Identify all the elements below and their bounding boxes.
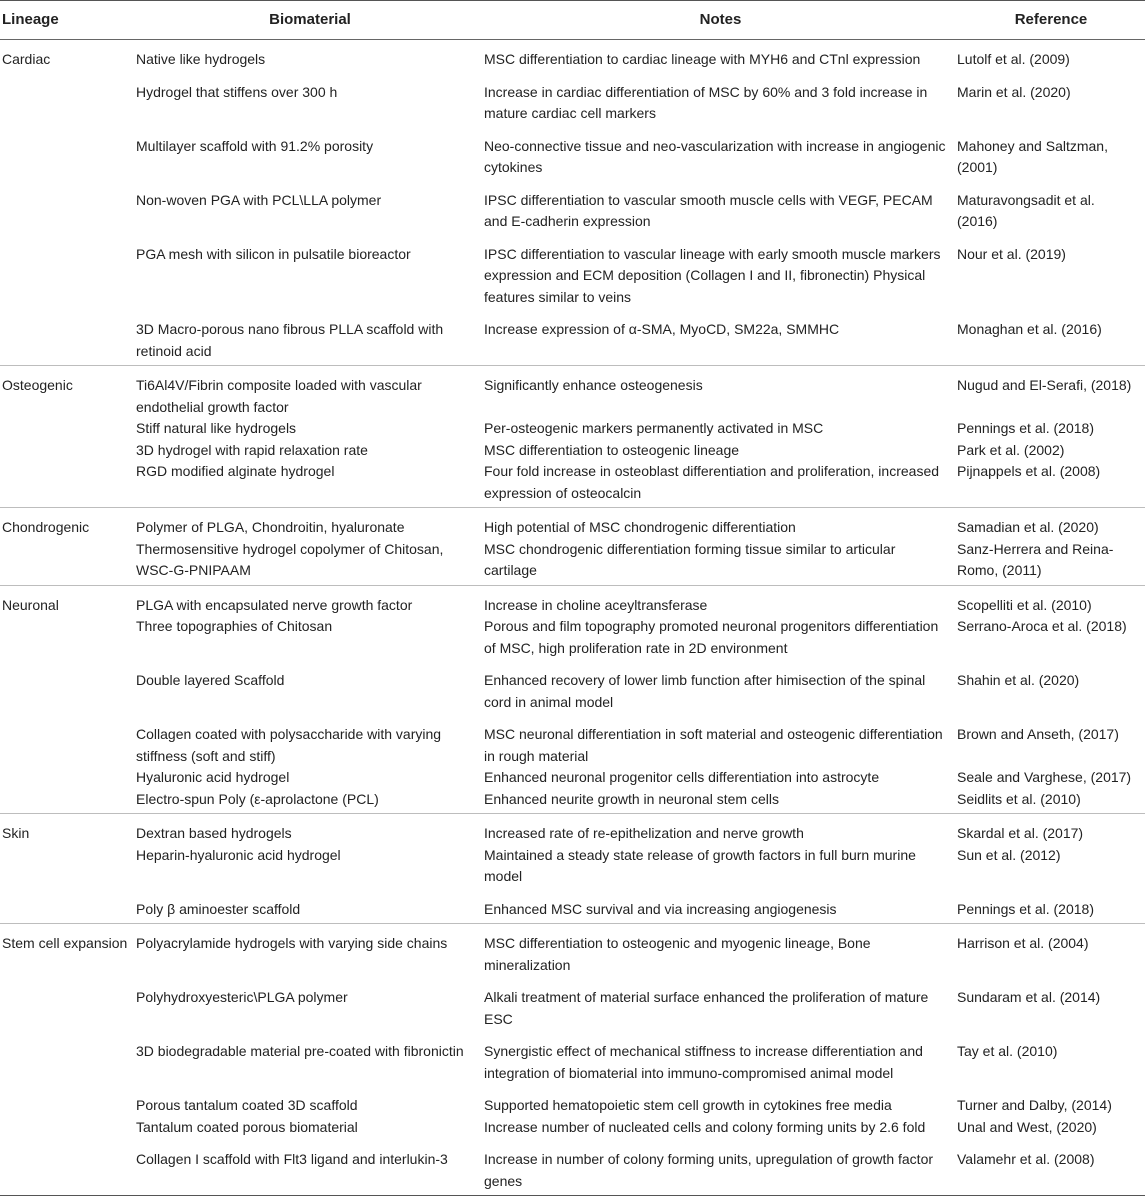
lineage-cell [0, 789, 136, 814]
lineage-cell: Neuronal [0, 585, 136, 616]
lineage-cell [0, 125, 136, 179]
biomaterial-cell: Hydrogel that stiffens over 300 h [136, 83, 338, 100]
table-row [0, 814, 1145, 845]
reference-cell: Lutolf et al. (2009) [957, 51, 1070, 67]
biomaterial-cell: RGD modified alginate hydrogel [136, 463, 335, 479]
notes-cell: Increase in cardiac differentiation of MSC by 60% and 3 fold increase in mature cardiac cell markers [484, 83, 928, 121]
notes-cell: Increase expression of α-SMA, MyoCD, SM22a, SMMHC [484, 321, 840, 337]
biomaterial-cell: Three topographies of Chitosan [136, 618, 333, 634]
reference-cell: Sun et al. (2012) [957, 846, 1061, 863]
notes-cell: MSC neuronal differentiation in soft material and osteogenic differentiation in rough material [484, 726, 943, 764]
table-row [0, 585, 1145, 616]
reference-cell: Seidlits et al. (2010) [957, 790, 1081, 807]
table-row [0, 713, 1145, 767]
biomaterial-cell: Polyacrylamide hydrogels with varying side chains [136, 924, 484, 977]
lineage-cell [0, 233, 136, 309]
reference-cell: Nour et al. (2019) [957, 245, 1066, 262]
lineage-cell [0, 616, 136, 659]
table-row [0, 1084, 1145, 1117]
lineage-cell: Cardiac [2, 51, 51, 67]
reference-cell: Valamehr et al. (2008) [957, 1138, 1145, 1196]
table-row [0, 767, 1145, 789]
table-body [0, 40, 1145, 1196]
table-header-row [0, 1, 1145, 40]
biomaterial-cell: Collagen I scaffold with Flt3 ligand and interlukin-3 [136, 1138, 484, 1196]
notes-cell: IPSC differentiation to vascular lineage with early smooth muscle markers expression and ECM deposition (Collagen I and II, fibronectin) Physical features similar to veins [484, 245, 941, 305]
table-row [0, 40, 1145, 71]
table-row [0, 179, 1145, 233]
lineage-cell [0, 461, 136, 508]
table-row [0, 789, 1145, 814]
reference-cell: Marin et al. (2020) [957, 83, 1071, 100]
biomaterial-cell: 3D Macro-porous nano fibrous PLLA scaffold with retinoid acid [136, 321, 444, 359]
table-row [0, 461, 1145, 508]
biomaterial-cell: Electro-spun Poly (ε-aprolactone (PCL) [136, 790, 379, 807]
notes-cell: Increased rate of re-epithelization and nerve growth [484, 814, 957, 845]
table-row [0, 659, 1145, 713]
lineage-cell [0, 888, 136, 924]
biomaterial-cell: Tantalum coated porous biomaterial [136, 1118, 358, 1135]
biomaterial-cell: Dextran based hydrogels [136, 814, 484, 845]
reference-cell: Sundaram et al. (2014) [957, 989, 1101, 1005]
biomaterial-cell: Poly β aminoester scaffold [136, 900, 301, 917]
table-row [0, 233, 1145, 309]
notes-cell: Significantly enhance osteogenesis [484, 366, 957, 419]
table-row [0, 845, 1145, 888]
table-row [0, 508, 1145, 539]
reference-cell: Mahoney and Saltzman, (2001) [957, 137, 1108, 175]
lineage-cell [0, 845, 136, 888]
notes-cell: Enhanced MSC survival and via increasing angiogenesis [484, 900, 837, 917]
notes-cell: High potential of MSC chondrogenic differentiation [484, 508, 957, 539]
biomaterial-cell: Ti6Al4V/Fibrin composite loaded with vascular endothelial growth factor [136, 366, 484, 419]
notes-cell: Per-osteogenic markers permanently activated in MSC [484, 420, 824, 436]
table-row [0, 418, 1145, 440]
notes-cell: Increase number of nucleated cells and colony forming units by 2.6 fold [484, 1118, 926, 1135]
notes-cell: Alkali treatment of material surface enhanced the proliferation of mature ESC [484, 989, 929, 1027]
lineage-cell [0, 659, 136, 713]
lineage-cell [0, 539, 136, 586]
notes-cell: Four fold increase in osteoblast differentiation and proliferation, increased expression of osteocalcin [484, 463, 940, 501]
biomaterial-cell: Hyaluronic acid hydrogel [136, 769, 290, 785]
table-row [0, 71, 1145, 125]
table-row [0, 440, 1145, 462]
table-row [0, 125, 1145, 179]
reference-cell: Brown and Anseth, (2017) [957, 726, 1119, 742]
lineage-cell [0, 1138, 136, 1196]
biomaterial-cell: Double layered Scaffold [136, 672, 285, 688]
header-reference: Reference [957, 1, 1145, 40]
reference-cell: Park et al. (2002) [957, 441, 1065, 458]
biomaterial-cell: 3D hydrogel with rapid relaxation rate [136, 441, 368, 458]
reference-cell: Sanz-Herrera and Reina-Romo, (2011) [957, 540, 1114, 578]
biomaterial-cell: PLGA with encapsulated nerve growth factor [136, 585, 484, 616]
biomaterial-cell: Polyhydroxyesteric\PLGA polymer [136, 989, 348, 1005]
table-row [0, 976, 1145, 1030]
reference-cell: Turner and Dalby, (2014) [957, 1097, 1112, 1113]
reference-cell: Serrano-Aroca et al. (2018) [957, 618, 1127, 634]
notes-cell: Maintained a steady state release of growth factors in full burn murine model [484, 846, 916, 884]
biomaterial-cell: PGA mesh with silicon in pulsatile bioreactor [136, 245, 411, 262]
reference-cell: Unal and West, (2020) [957, 1118, 1097, 1135]
notes-cell: Enhanced neurite growth in neuronal stem cells [484, 790, 779, 807]
notes-cell: Porous and film topography promoted neuronal progenitors differentiation of MSC, high proliferation rate in 2D environment [484, 618, 939, 656]
reference-cell: Harrison et al. (2004) [957, 924, 1145, 977]
table-row [0, 366, 1145, 419]
header-lineage: Lineage [0, 1, 136, 40]
biomaterial-cell: 3D biodegradable material pre-coated with fibronictin [136, 1043, 464, 1059]
notes-cell: Enhanced neuronal progenitor cells differentiation into astrocyte [484, 769, 880, 785]
notes-cell: Neo-connective tissue and neo-vascularization with increase in angiogenic cytokines [484, 137, 946, 175]
lineage-cell [0, 767, 136, 789]
reference-cell: Seale and Varghese, (2017) [957, 769, 1132, 785]
lineage-cell: Chondrogenic [0, 508, 136, 539]
reference-cell: Pijnappels et al. (2008) [957, 463, 1101, 479]
notes-cell: Enhanced recovery of lower limb function after himisection of the spinal cord in animal model [484, 672, 926, 710]
biomaterial-cell: Polymer of PLGA, Chondroitin, hyaluronate [136, 508, 484, 539]
table-row [0, 888, 1145, 924]
reference-cell: Maturavongsadit et al. (2016) [957, 191, 1095, 229]
table-row [0, 1138, 1145, 1196]
reference-cell: Shahin et al. (2020) [957, 672, 1080, 688]
biomaterial-cell: Non-woven PGA with PCL\LLA polymer [136, 191, 382, 208]
biomaterial-cell: Thermosensitive hydrogel copolymer of Chitosan, WSC-G-PNIPAAM [136, 540, 444, 578]
lineage-cell: Osteogenic [0, 366, 136, 419]
lineage-cell: Skin [0, 814, 136, 845]
notes-cell: Synergistic effect of mechanical stiffness to increase differentiation and integration of biomaterial into immuno-compromised animal model [484, 1043, 923, 1081]
biomaterial-cell: Multilayer scaffold with 91.2% porosity [136, 137, 374, 154]
reference-cell: Nugud and El-Serafi, (2018) [957, 366, 1145, 419]
lineage-cell [0, 308, 136, 366]
reference-cell: Pennings et al. (2018) [957, 900, 1094, 917]
notes-cell: Increase in number of colony forming units, upregulation of growth factor genes [484, 1138, 957, 1196]
table-row [0, 924, 1145, 977]
lineage-cell: Stem cell expansion [0, 924, 136, 977]
reference-cell: Monaghan et al. (2016) [957, 321, 1102, 337]
table-row [0, 616, 1145, 659]
notes-cell: Supported hematopoietic stem cell growth in cytokines free media [484, 1097, 892, 1113]
biomaterial-cell: Native like hydrogels [136, 51, 266, 67]
biomaterial-cell: Heparin-hyaluronic acid hydrogel [136, 846, 341, 863]
lineage-cell [0, 418, 136, 440]
header-biomaterial: Biomaterial [136, 1, 484, 40]
table-row [0, 308, 1145, 366]
lineage-cell [0, 440, 136, 462]
reference-cell: Scopelliti et al. (2010) [957, 585, 1145, 616]
header-notes: Notes [484, 1, 957, 40]
notes-cell: MSC differentiation to osteogenic and myogenic lineage, Bone mineralization [484, 924, 957, 977]
notes-cell: IPSC differentiation to vascular smooth muscle cells with VEGF, PECAM and E-cadherin expression [484, 191, 933, 229]
notes-cell: Increase in choline aceyltransferase [484, 585, 957, 616]
table-row [0, 539, 1145, 586]
reference-cell: Skardal et al. (2017) [957, 814, 1145, 845]
table-row [0, 1030, 1145, 1084]
notes-cell: MSC differentiation to osteogenic lineage [484, 441, 740, 458]
lineage-cell [0, 713, 136, 767]
lineage-cell [0, 1030, 136, 1084]
biomaterial-cell: Stiff natural like hydrogels [136, 420, 297, 436]
biomaterial-cell: Collagen coated with polysaccharide with varying stiffness (soft and stiff) [136, 726, 442, 764]
notes-cell: MSC differentiation to cardiac lineage with MYH6 and CTnl expression [484, 51, 921, 67]
reference-cell: Tay et al. (2010) [957, 1043, 1058, 1059]
notes-cell: MSC chondrogenic differentiation forming tissue similar to articular cartilage [484, 540, 896, 578]
lineage-cell [0, 976, 136, 1030]
reference-cell: Pennings et al. (2018) [957, 420, 1094, 436]
lineage-cell [0, 179, 136, 233]
lineage-cell [0, 1084, 136, 1117]
reference-cell: Samadian et al. (2020) [957, 508, 1145, 539]
biomaterial-cell: Porous tantalum coated 3D scaffold [136, 1097, 358, 1113]
lineage-cell [0, 71, 136, 125]
